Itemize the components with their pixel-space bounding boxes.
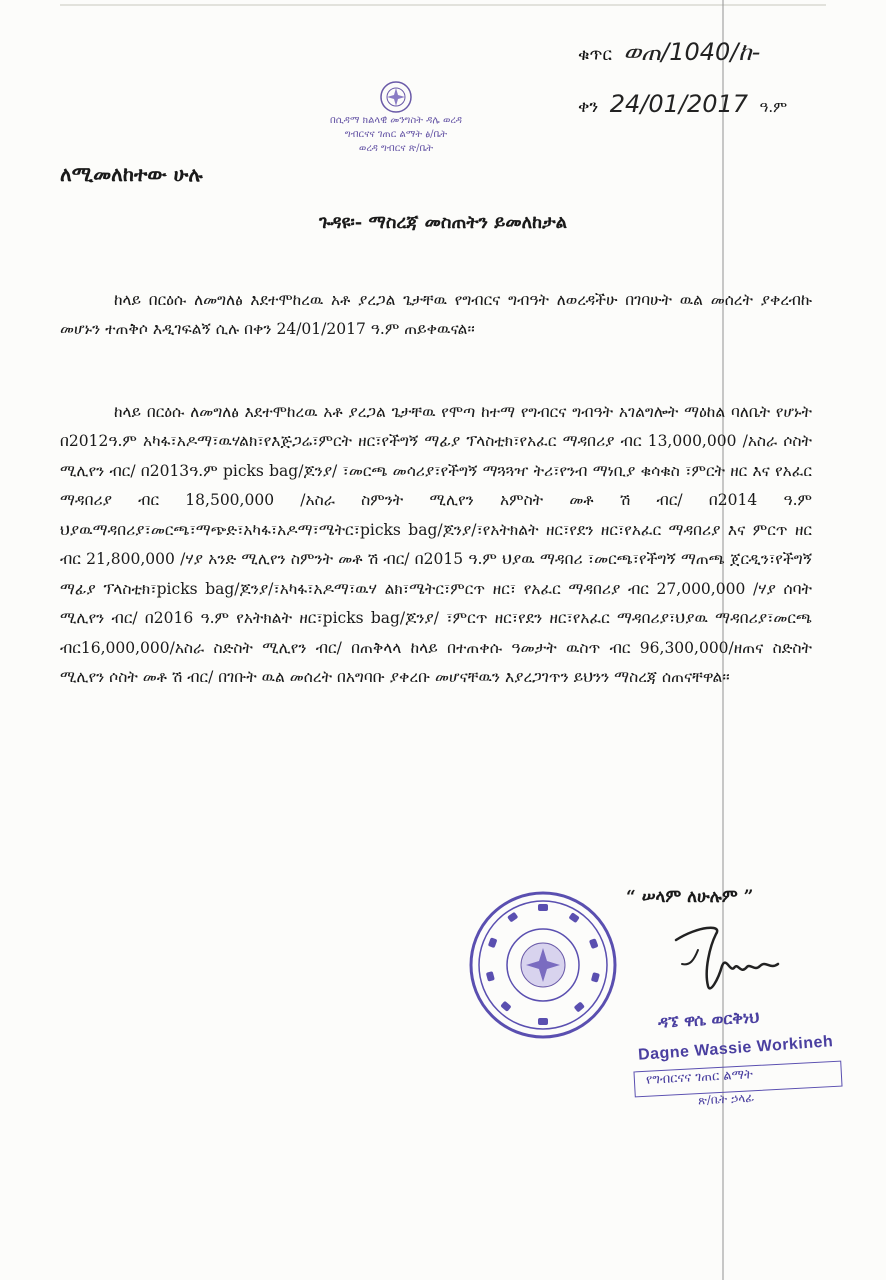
round-seal-icon bbox=[468, 890, 618, 1040]
reference-date-value: 24/01/2017 bbox=[609, 90, 749, 118]
signatory-name-amharic: ዳኜ ዋሴ ወርቅነህ bbox=[657, 1007, 760, 1032]
paragraph-1: ከላይ በርዕሱ ለመግለፅ እደተሞከረዉ አቶ ያረጋል ጌታቸዉ የግብርና ግብዓት ለወረዳችሁ በገባሁት ዉል መሰረት ያቀረብኩ መሆኑን ተጠቅሶ እዲገፍልኝ ሲሉ በቀን 24/01/2017 ዓ.ም ጠይቀዉናል፡፡ bbox=[60, 290, 812, 338]
reference-date-suffix: ዓ.ም bbox=[759, 98, 788, 116]
reference-number-label: ቁጥር bbox=[578, 45, 612, 65]
signatory-name-english: Dagne Wassie Workineh bbox=[637, 1033, 834, 1064]
letterhead-line-1: በሲዳማ ክልላዊ መንግስት ዳሌ ወረዳ bbox=[330, 115, 462, 126]
subject-line: ጉዳዩ፡- ማስረጃ መስጠትን ይመለከታል bbox=[319, 212, 567, 233]
reference-number bbox=[578, 38, 760, 66]
scan-edge-line bbox=[60, 4, 826, 6]
letterhead-line-2: ግብርናና ገጠር ልማት ፅ/ቤት bbox=[344, 129, 448, 140]
paragraph-2: ከላይ በርዕሱ ለመግለፅ እደተሞከረዉ አቶ ያረጋል ጌታቸዉ የሞጣ ከተማ የግብርና ግብዓት አገልግሎት ማዕከል ባለቤት የሆኑት በ2012ዓ.ም አካፋ፣አዶማ፣ዉሃልክ፣የእጅጋሬ፣ምርት ዘር፣የችግኝ ማፊያ ፕላስቲክ፣የአፈር ማዳበሪያ ብር 13,000,000 /አስራ ሶስት ሚሊየን ብር/ በ2013ዓ.ም picks bag/ጆንያ/ ፣መርጫ መሳሪያ፣የችግኝ ማጓጓዣ ትሪ፣የንብ ማነቢያ ቁሳቁስ ፣ምርት ዘር እና የአፈር ማዳበሪያ ብር 18,500,000 /አስራ ስምንት ሚሊየን አምስት መቶ ሽ ብር/ በ2014 ዓ.ም ህያዉማዳበሪያ፣መርጫ፣ማጭድ፣አካፋ፣አዶማ፣ሜትር፣picks bag/ጆንያ/፣የአትክልት ዘር፣የደን ዘር፣የአፈር ማዳበሪያ እና ምርጥ ዘር ብር 21,800,000 /ሃያ አንድ ሚሊየን ስምንት መቶ ሽ ብር/ በ2015 ዓ.ም ህያዉ ማዳበሪ ፣መርጫ፣የችግኝ ማጠጫ ጀርዲን፣የችግኝ ማፊያ ፕላስቲክ፣picks bag/ጆንያ/፣አካፋ፣አዶማ፣ዉሃ ልክ፣ሜትር፣ምርጥ ዘር፣ የአፈር ማዳበሪያ ብር 27,000,000 /ሃያ ሰባት ሚሊየን ብር/ በ2016 ዓ.ም የአትክልት ዘር፣picks bag/ጆንያ/ ፣ምርጥ ዘር፣የደን ዘር፣የአፈር ማዳበሪያ፣ህያዉ ማዳበሪያ፣መርጫ ብር16,000,000/አስራ ስድስት ሚሊየን ብር/ በጠቅላላ ከላይ በተጠቀሱ ዓመታት ዉስጥ ብር 96,300,000/ዘጠና ስድስት ሚሊየን ሶስት መቶ ሽ ብር/ በገቡት ዉል መሰረት በአግባቡ ያቀረቡ መሆናቸዉን እያረጋገጥን ይህንን ማስረጃ ሰጠናቸዋል፡፡ bbox=[60, 402, 812, 686]
signatory-office: ጽ/ቤት ኃላፊ bbox=[697, 1090, 755, 1108]
letterhead-line-3: ወረዳ ግብርና ጽ/ቤት bbox=[358, 143, 434, 154]
signatory-title: የግብርናና ገጠር ልማት bbox=[645, 1067, 754, 1088]
official-seal bbox=[468, 890, 618, 1044]
handwritten-signature bbox=[668, 920, 788, 1004]
closing-salutation: “ ሠላም ለሁሉም ” bbox=[626, 887, 754, 907]
emblem-icon bbox=[379, 80, 413, 114]
reference-date bbox=[578, 90, 787, 118]
letterhead bbox=[296, 80, 496, 156]
addressee: ለሚመለከተው ሁሉ bbox=[60, 162, 203, 186]
reference-number-value: ወጠ/1040/ከ- bbox=[623, 38, 761, 66]
signature-icon bbox=[668, 920, 788, 1000]
reference-date-label: ቀን bbox=[578, 97, 599, 117]
